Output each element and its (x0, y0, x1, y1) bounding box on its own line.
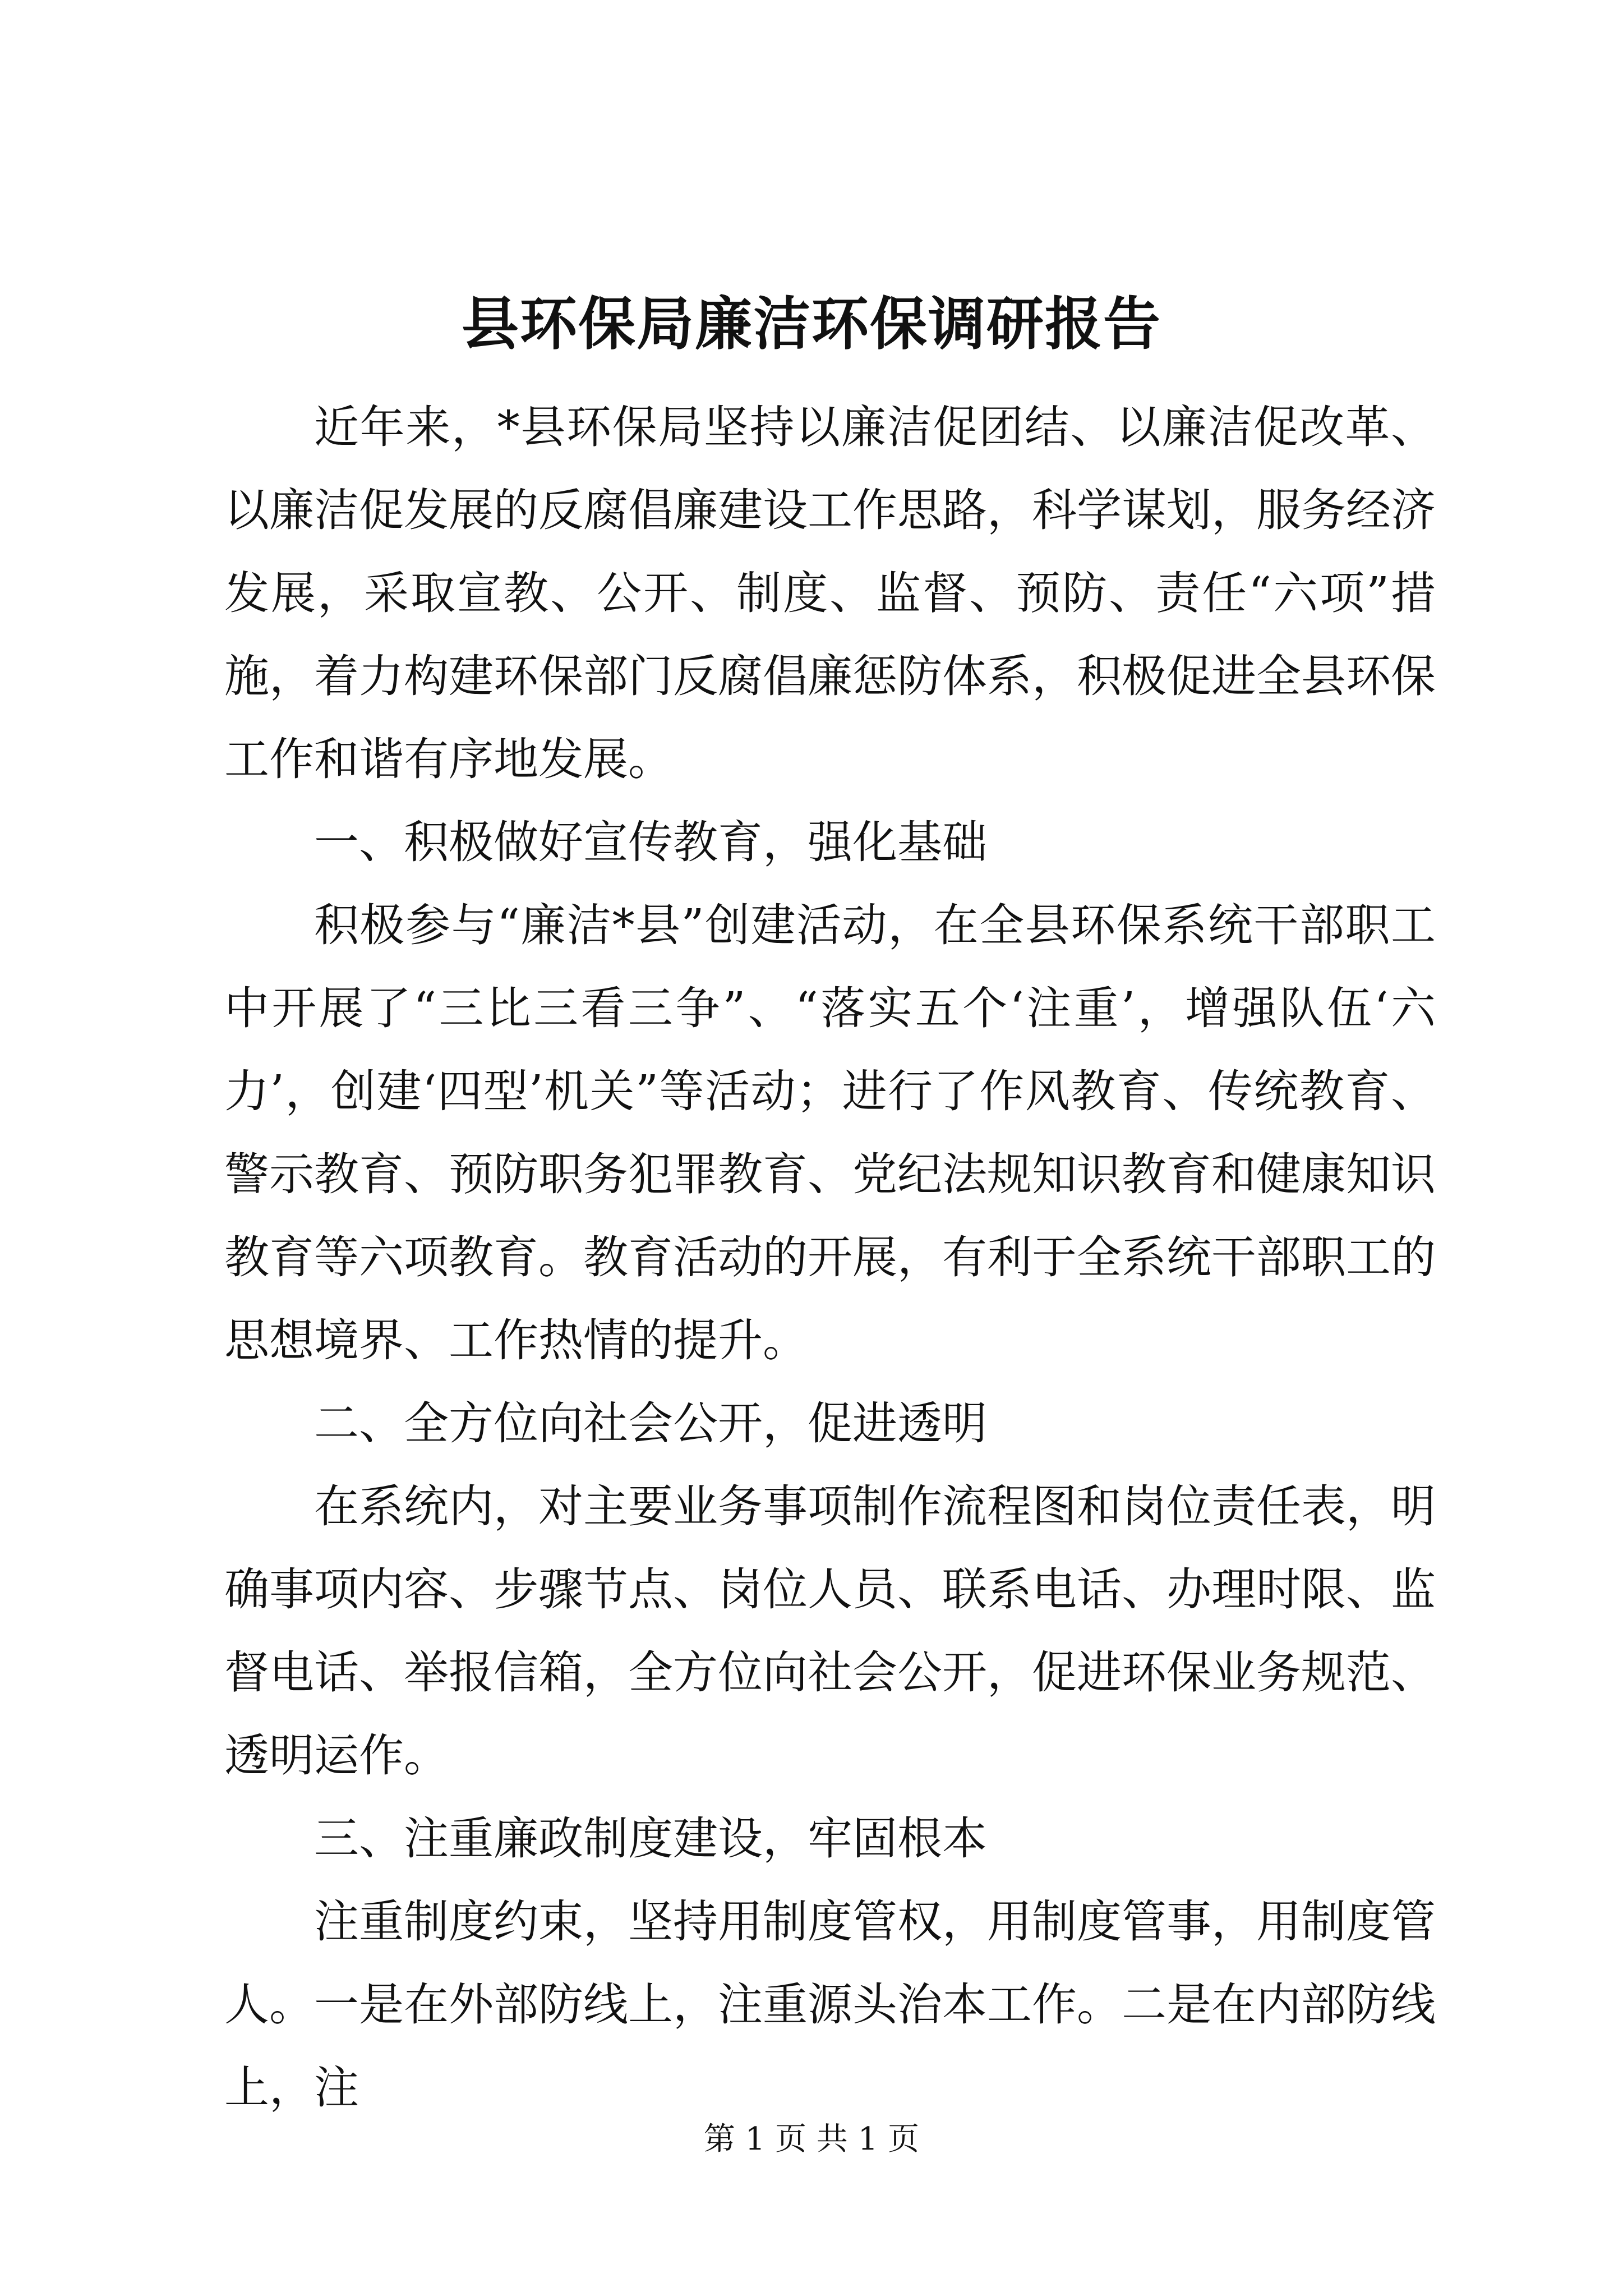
section-heading-3: 三、注重廉政制度建设，牢固根本 (314, 1812, 987, 1865)
section-2-paragraph: 在系统内，对主要业务事项制作流程图和岗位责任表，明确事项内容、步骤节点、岗位人员、联系电话、办理时限、监督电话、举报信箱，全方位向社会公开，促进环保业务规范、透明运作。 (224, 1480, 1436, 1782)
section-heading-2: 二、全方位向社会公开，促进透明 (314, 1397, 987, 1450)
intro-paragraph: 近年来，*县环保局坚持以廉洁促团结、以廉洁促改革、以廉洁促发展的反腐倡廉建设工作思路，科学谋划，服务经济发展，采取宣教、公开、制度、监督、预防、责任“六项”措施，着力构建环保部门反腐倡廉惩防体系，积极促进全县环保工作和谐有序地发展。 (224, 401, 1436, 785)
section-heading-1: 一、积极做好宣传教育，强化基础 (314, 816, 987, 868)
section-3-paragraph: 注重制度约束，坚持用制度管权，用制度管事，用制度管人。一是在外部防线上，注重源头治本工作。二是在内部防线上，注 (224, 1895, 1436, 2114)
document-title: 县环保局廉洁环保调研报告 (462, 291, 1161, 358)
section-1-paragraph: 积极参与“廉洁*县”创建活动，在全县环保系统干部职工中开展了“三比三看三争”、“落实五个‘注重’，增强队伍‘六力’，创建‘四型’机关”等活动；进行了作风教育、传统教育、警示教育、预防职务犯罪教育、党纪法规知识教育和健康知识教育等六项教育。教育活动的开展，有利于全系统干部职工的思想境界、工作热情的提升。 (224, 899, 1436, 1366)
page-number-footer: 第 1 页 共 1 页 (703, 2121, 920, 2157)
document-body (224, 386, 1436, 2129)
